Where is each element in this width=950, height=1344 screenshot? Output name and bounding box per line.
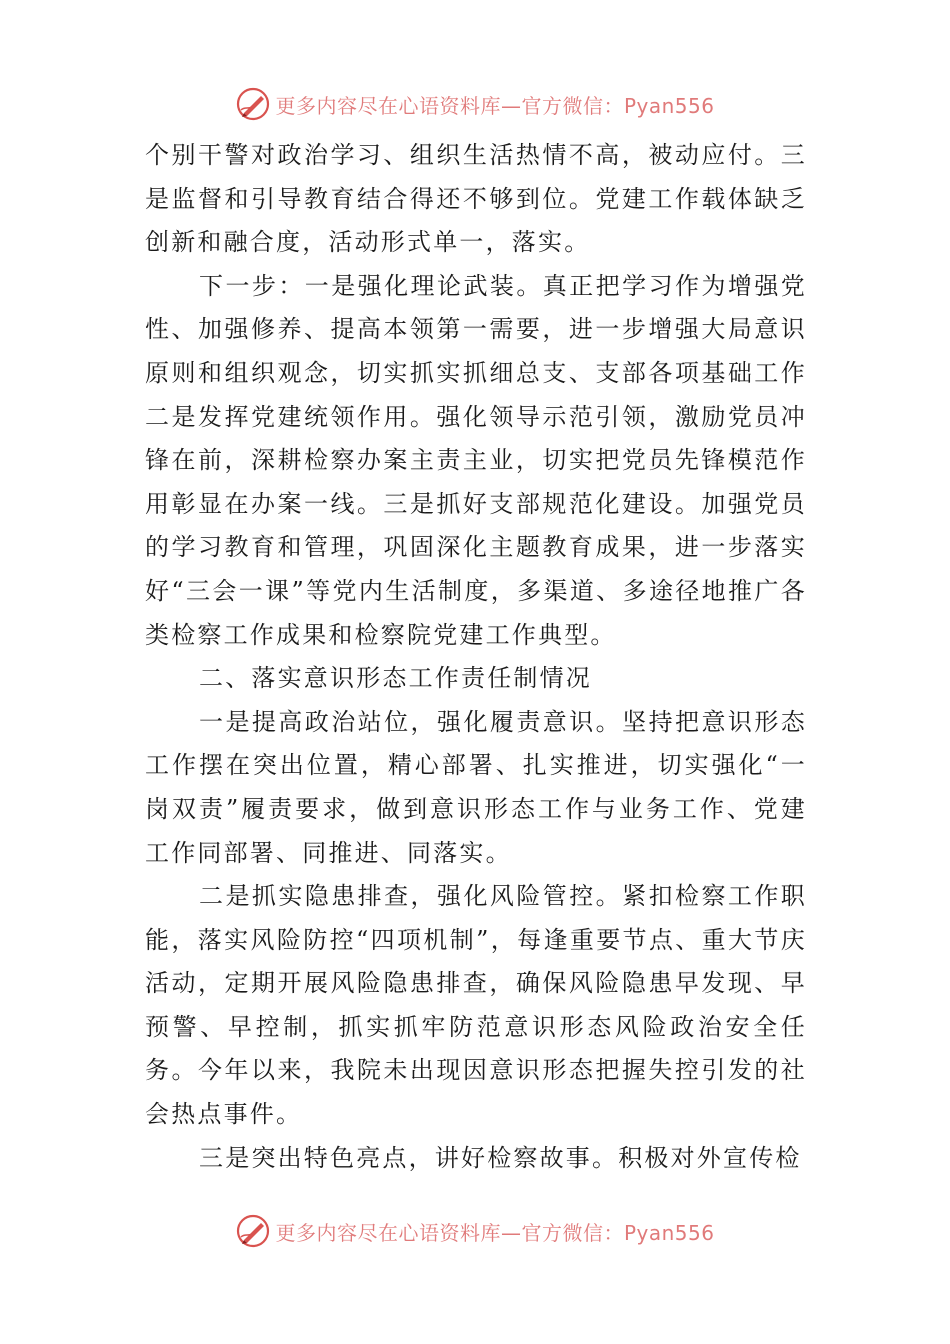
- header-watermark: [0, 84, 950, 124]
- footer-watermark: [0, 1211, 950, 1251]
- pen-logo-icon: [235, 1213, 271, 1249]
- document-body: [145, 134, 807, 1180]
- paragraph-2: 下一步：一是强化理论武装。真正把学习作为增强党性、加强修养、提高本领第一需要，进一步增强大局意识原则和组织观念，切实抓实抓细总支、支部各项基础工作二是发挥党建统领作用。强化领导示范引领，激励党员冲锋在前，深耕检察办案主责主业，切实把党员先锋模范作用彰显在办案一线。三是抓好支部规范化建设。加强党员的学习教育和管理，巩固深化主题教育成果，进一步落实好“三会一课”等党内生活制度，多渠道、多途径地推广各类检察工作成果和检察院党建工作典型。: [145, 271, 807, 649]
- paragraph-1: 个别干警对政治学习、组织生活热情不高，被动应付。三是监督和引导教育结合得还不够到位。党建工作载体缺乏创新和融合度，活动形式单一，落实。: [145, 141, 807, 257]
- watermark-text: 更多内容尽在心语资料库—官方微信：Pyan556: [275, 1220, 715, 1245]
- pen-logo-icon: [235, 86, 271, 122]
- paragraph-4: 二是抓实隐患排查，强化风险管控。紧扣检察工作职能，落实风险防控“四项机制”，每逢重要节点、重大节庆活动，定期开展风险隐患排查，确保风险隐患早发现、早预警、早控制，抓实抓牢防范意识形态风险政治安全任务。今年以来，我院未出现因意识形态把握失控引发的社会热点事件。: [145, 882, 807, 1129]
- paragraph-3: 一是提高政治站位，强化履责意识。坚持把意识形态工作摆在突出位置，精心部署、扎实推进，切实强化“一岗双责”履责要求，做到意识形态工作与业务工作、党建工作同部署、同推进、同落实。: [145, 707, 807, 867]
- watermark-text: 更多内容尽在心语资料库—官方微信：Pyan556: [275, 93, 715, 118]
- paragraph-5: 三是突出特色亮点，讲好检察故事。积极对外宣传检: [199, 1143, 802, 1172]
- section-heading: 二、落实意识形态工作责任制情况: [199, 664, 592, 693]
